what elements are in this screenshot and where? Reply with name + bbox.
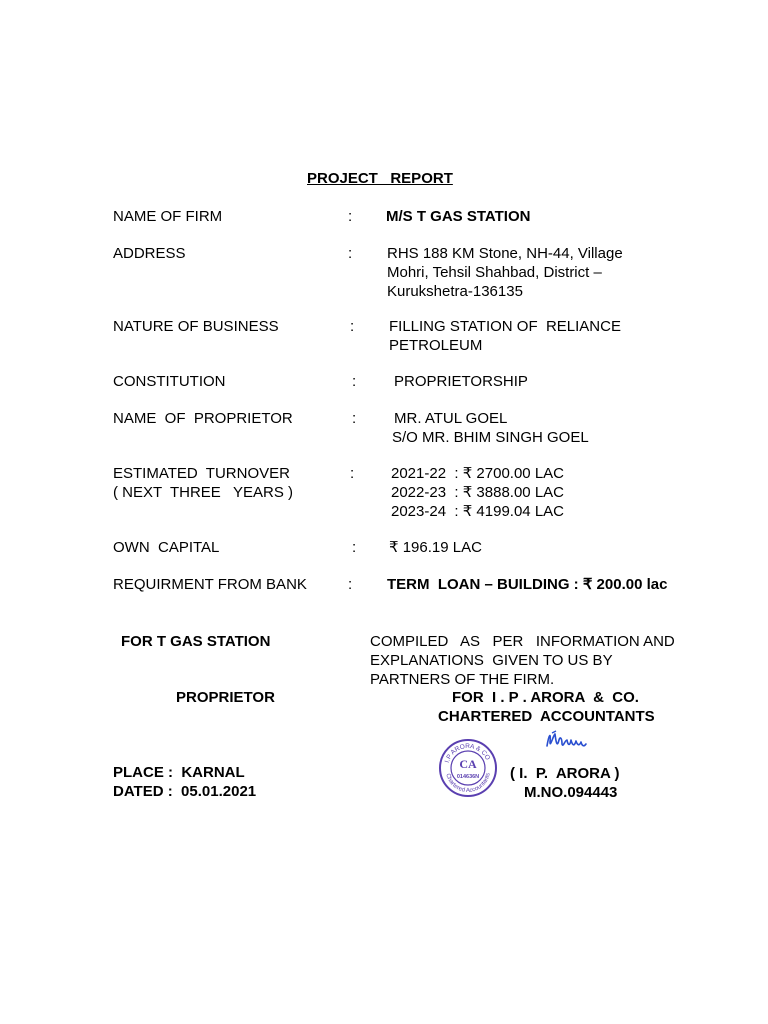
bank-label: REQUIRMENT FROM BANK — [113, 576, 307, 593]
compiled-note — [370, 632, 675, 689]
compiled-line: COMPILED AS PER INFORMATION AND — [370, 633, 675, 650]
proprietor-signature-label: PROPRIETOR — [176, 689, 275, 706]
bank-value: TERM LOAN – BUILDING : ₹ 200.00 lac — [387, 576, 668, 593]
address-value — [387, 244, 623, 301]
proprietor-label: NAME OF PROPRIETOR — [113, 410, 293, 427]
proprietor-line: S/O MR. BHIM SINGH GOEL — [392, 429, 589, 446]
firm-separator: : — [348, 208, 353, 225]
bank-separator: : — [348, 576, 353, 593]
constitution-label: CONSTITUTION — [113, 373, 226, 390]
chartered-accountants-label: CHARTERED ACCOUNTANTS — [438, 708, 655, 725]
stamp-number-text: 014636N — [456, 774, 480, 780]
nature-line: FILLING STATION OF RELIANCE — [389, 318, 621, 335]
signature-mark — [544, 728, 588, 756]
capital-value: ₹ 196.19 LAC — [389, 539, 482, 556]
dated-label: DATED : 05.01.2021 — [113, 783, 257, 800]
signatory-name: ( I. P. ARORA ) — [510, 765, 620, 782]
nature-separator: : — [350, 318, 355, 335]
constitution-separator: : — [352, 373, 357, 390]
nature-line: PETROLEUM — [389, 337, 483, 354]
turnover-line: 2021-22 : ₹ 2700.00 LAC — [391, 465, 564, 482]
constitution-value: PROPRIETORSHIP — [394, 373, 528, 390]
stamp-center-text: CA — [459, 757, 477, 771]
turnover-label-line: ESTIMATED TURNOVER — [113, 465, 290, 482]
proprietor-line: MR. ATUL GOEL — [394, 410, 508, 427]
for-ca-label: FOR I . P . ARORA & CO. — [452, 689, 639, 706]
turnover-label-line: ( NEXT THREE YEARS ) — [113, 484, 294, 501]
proprietor-separator: : — [352, 410, 357, 427]
capital-separator: : — [352, 539, 357, 556]
capital-label: OWN CAPITAL — [113, 539, 220, 556]
address-line: Mohri, Tehsil Shahbad, District – — [387, 264, 602, 281]
place-label: PLACE : KARNAL — [113, 764, 245, 781]
compiled-line: EXPLANATIONS GIVEN TO US BY — [370, 652, 613, 669]
for-firm-label: FOR T GAS STATION — [121, 633, 271, 650]
address-separator: : — [348, 245, 353, 262]
page-title: PROJECT REPORT — [307, 170, 453, 187]
compiled-line: PARTNERS OF THE FIRM. — [370, 671, 555, 688]
turnover-separator: : — [350, 465, 355, 482]
firm-label: NAME OF FIRM — [113, 208, 223, 225]
turnover-value — [391, 464, 564, 521]
turnover-line: 2023-24 : ₹ 4199.04 LAC — [391, 503, 564, 520]
turnover-line: 2022-23 : ₹ 3888.00 LAC — [391, 484, 564, 501]
stamp-bottom-text: Chartered Accountants — [444, 772, 492, 795]
address-line: RHS 188 KM Stone, NH-44, Village — [387, 245, 623, 262]
address-line: Kurukshetra-136135 — [387, 283, 523, 300]
membership-number: M.NO.094443 — [524, 784, 618, 801]
proprietor-value — [394, 409, 589, 447]
nature-value — [389, 317, 621, 355]
stamp-top-text: I.P ARORA & CO — [443, 742, 492, 764]
address-label: ADDRESS — [113, 245, 186, 262]
firm-value: M/S T GAS STATION — [386, 208, 531, 225]
turnover-label — [113, 464, 293, 502]
nature-label: NATURE OF BUSINESS — [113, 318, 279, 335]
ca-seal-stamp — [438, 738, 498, 798]
